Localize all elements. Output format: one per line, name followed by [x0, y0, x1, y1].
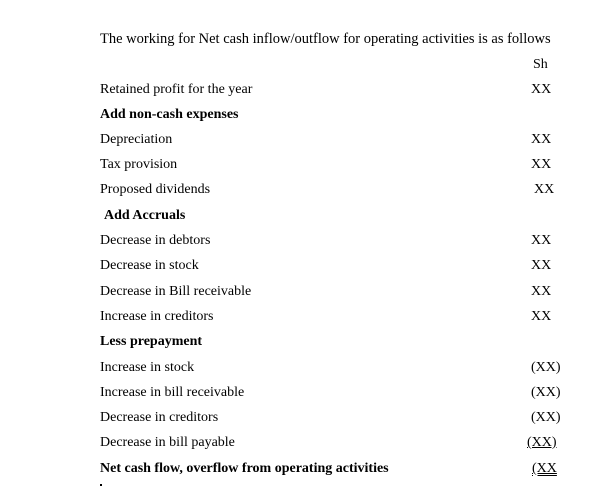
row-proposed-dividends: [100, 182, 565, 202]
row-label: Decrease in stock: [100, 258, 199, 273]
row-depreciation: [100, 132, 565, 152]
row-net-cash-flow: [100, 461, 565, 481]
row-value: (XX: [532, 461, 557, 476]
row-value: XX: [534, 182, 555, 197]
row-label: Increase in creditors: [100, 309, 214, 324]
intro-text: The working for Net cash inflow/outflow for operating activities is as follows: [100, 31, 551, 47]
row-label: Retained profit for the year: [100, 82, 253, 97]
row-tax-provision: [100, 157, 565, 177]
row-label: Decrease in Bill receivable: [100, 284, 252, 299]
row-value: (XX): [531, 385, 561, 400]
column-header-sh: Sh: [533, 57, 548, 72]
row-increase-bill-receivable: [100, 385, 565, 405]
row-decrease-bill-receivable: [100, 284, 565, 304]
row-label: Net cash flow, overflow from operating activities: [100, 461, 389, 476]
row-value: XX: [531, 309, 552, 324]
row-decrease-debtors: [100, 233, 565, 253]
row-value: XX: [531, 132, 552, 147]
section-heading: Add non-cash expenses: [100, 107, 239, 122]
row-value: (XX): [527, 435, 557, 450]
row-value: (XX): [531, 410, 561, 425]
row-decrease-bill-payable: [100, 435, 565, 455]
section-heading: Less prepayment: [100, 334, 203, 349]
row-value: (XX): [531, 360, 561, 375]
row-increase-stock: [100, 360, 565, 380]
row-value: XX: [531, 233, 552, 248]
row-label: Decrease in debtors: [100, 233, 211, 248]
row-increase-creditors: [100, 309, 565, 329]
row-decrease-creditors: [100, 410, 565, 430]
row-label: Tax provision: [100, 157, 178, 172]
row-label: Decrease in bill payable: [100, 435, 235, 450]
row-value: XX: [531, 284, 552, 299]
row-value: XX: [531, 157, 552, 172]
row-decrease-stock: [100, 258, 565, 278]
section-heading-accruals: [104, 208, 569, 228]
row-label: Increase in stock: [100, 360, 195, 375]
row-label: Decrease in creditors: [100, 410, 219, 425]
row-value: XX: [531, 258, 552, 273]
section-heading-prepayment: [100, 334, 565, 354]
stray-mark: [100, 484, 102, 486]
section-heading-non-cash: [100, 107, 565, 127]
row-label: Proposed dividends: [100, 182, 211, 197]
row-label: Depreciation: [100, 132, 173, 147]
section-heading: Add Accruals: [104, 208, 186, 223]
row-label: Increase in bill receivable: [100, 385, 245, 400]
row-value: XX: [531, 82, 552, 97]
row-retained-profit: [100, 82, 565, 102]
